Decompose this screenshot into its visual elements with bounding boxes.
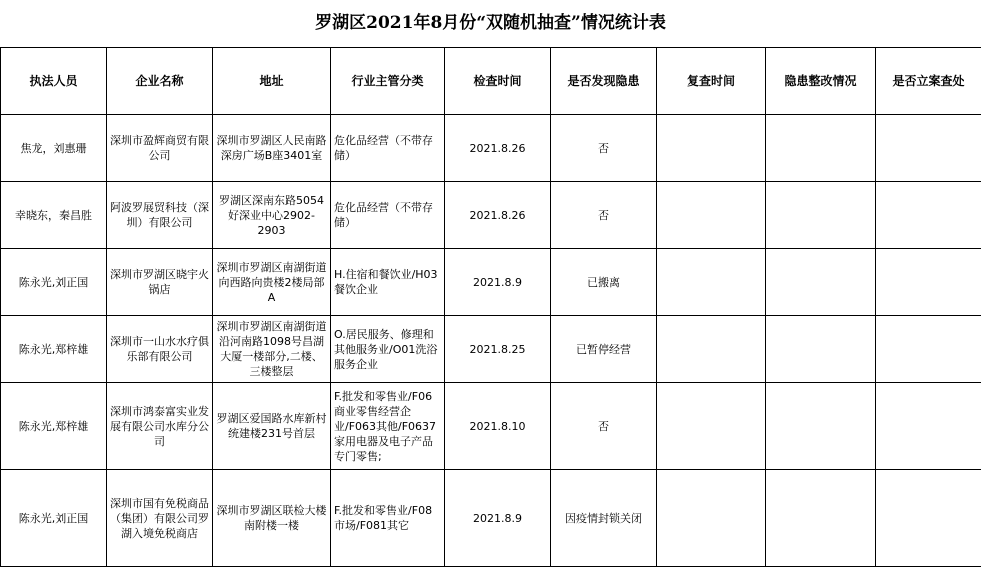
cell-address: 罗湖区爱国路水库新村统建楼231号首层	[213, 383, 331, 470]
col-header-recheck: 复查时间	[657, 48, 766, 115]
cell-hazard: 否	[551, 182, 657, 249]
cell-recheck	[657, 115, 766, 182]
cell-date: 2021.8.10	[445, 383, 551, 470]
cell-hazard: 因疫情封锁关闭	[551, 470, 657, 567]
col-header-category: 行业主管分类	[331, 48, 445, 115]
cell-recheck	[657, 316, 766, 383]
cell-case	[876, 383, 981, 470]
cell-date: 2021.8.25	[445, 316, 551, 383]
cell-date: 2021.8.26	[445, 182, 551, 249]
cell-category: 危化品经营（不带存储）	[331, 115, 445, 182]
header-row	[1, 48, 981, 115]
cell-rectify	[766, 470, 876, 567]
cell-rectify	[766, 182, 876, 249]
cell-case	[876, 249, 981, 316]
cell-officers: 焦龙，刘惠珊	[1, 115, 107, 182]
table-row	[1, 249, 981, 316]
table-row	[1, 115, 981, 182]
cell-date: 2021.8.26	[445, 115, 551, 182]
cell-recheck	[657, 470, 766, 567]
inspection-table	[0, 47, 981, 567]
page-title: 罗湖区2021年8月份“双随机抽查”情况统计表	[0, 0, 981, 47]
cell-case	[876, 182, 981, 249]
cell-hazard: 否	[551, 383, 657, 470]
col-header-company: 企业名称	[107, 48, 213, 115]
col-header-address: 地址	[213, 48, 331, 115]
cell-address: 深圳市罗湖区联检大楼南附楼一楼	[213, 470, 331, 567]
cell-hazard: 已暂停经营	[551, 316, 657, 383]
cell-category: O.居民服务、修理和其他服务业/O01洗浴服务企业	[331, 316, 445, 383]
cell-company: 深圳市国有免税商品（集团）有限公司罗湖入境免税商店	[107, 470, 213, 567]
cell-hazard: 否	[551, 115, 657, 182]
cell-category: H.住宿和餐饮业/H03餐饮企业	[331, 249, 445, 316]
cell-case	[876, 316, 981, 383]
cell-rectify	[766, 383, 876, 470]
cell-category: F.批发和零售业/F06商业零售经营企业/F063其他/F0637家用电器及电子产品专门零售;	[331, 383, 445, 470]
cell-case	[876, 115, 981, 182]
col-header-case: 是否立案查处	[876, 48, 981, 115]
cell-officers: 幸晓东，秦昌胜	[1, 182, 107, 249]
cell-officers: 陈永光,刘正国	[1, 249, 107, 316]
cell-rectify	[766, 115, 876, 182]
cell-category: 危化品经营（不带存储）	[331, 182, 445, 249]
cell-company: 深圳市盈辉商贸有限公司	[107, 115, 213, 182]
cell-date: 2021.8.9	[445, 470, 551, 567]
cell-company: 阿波罗展贸科技（深圳）有限公司	[107, 182, 213, 249]
table-row	[1, 182, 981, 249]
cell-officers: 陈永光,郑梓雄	[1, 383, 107, 470]
cell-officers: 陈永光,郑梓雄	[1, 316, 107, 383]
cell-hazard: 已搬离	[551, 249, 657, 316]
table-row	[1, 316, 981, 383]
col-header-date: 检查时间	[445, 48, 551, 115]
cell-company: 深圳市一山水水疗俱乐部有限公司	[107, 316, 213, 383]
cell-address: 深圳市罗湖区人民南路深房广场B座3401室	[213, 115, 331, 182]
cell-company: 深圳市罗湖区晓宇火锅店	[107, 249, 213, 316]
col-header-officers: 执法人员	[1, 48, 107, 115]
cell-recheck	[657, 182, 766, 249]
cell-address: 深圳市罗湖区南湖街道沿河南路1098号昌湖大厦一楼部分,二楼、三楼整层	[213, 316, 331, 383]
cell-recheck	[657, 383, 766, 470]
cell-address: 深圳市罗湖区南湖街道向西路向贵楼2楼局部A	[213, 249, 331, 316]
cell-category: F.批发和零售业/F08市场/F081其它	[331, 470, 445, 567]
col-header-hazard: 是否发现隐患	[551, 48, 657, 115]
cell-case	[876, 470, 981, 567]
col-header-rectify: 隐患整改情况	[766, 48, 876, 115]
cell-rectify	[766, 316, 876, 383]
table-row	[1, 470, 981, 567]
cell-company: 深圳市鸿泰富实业发展有限公司水库分公司	[107, 383, 213, 470]
cell-rectify	[766, 249, 876, 316]
cell-officers: 陈永光,刘正国	[1, 470, 107, 567]
cell-date: 2021.8.9	[445, 249, 551, 316]
table-row	[1, 383, 981, 470]
cell-address: 罗湖区深南东路5054好深业中心2902-2903	[213, 182, 331, 249]
cell-recheck	[657, 249, 766, 316]
